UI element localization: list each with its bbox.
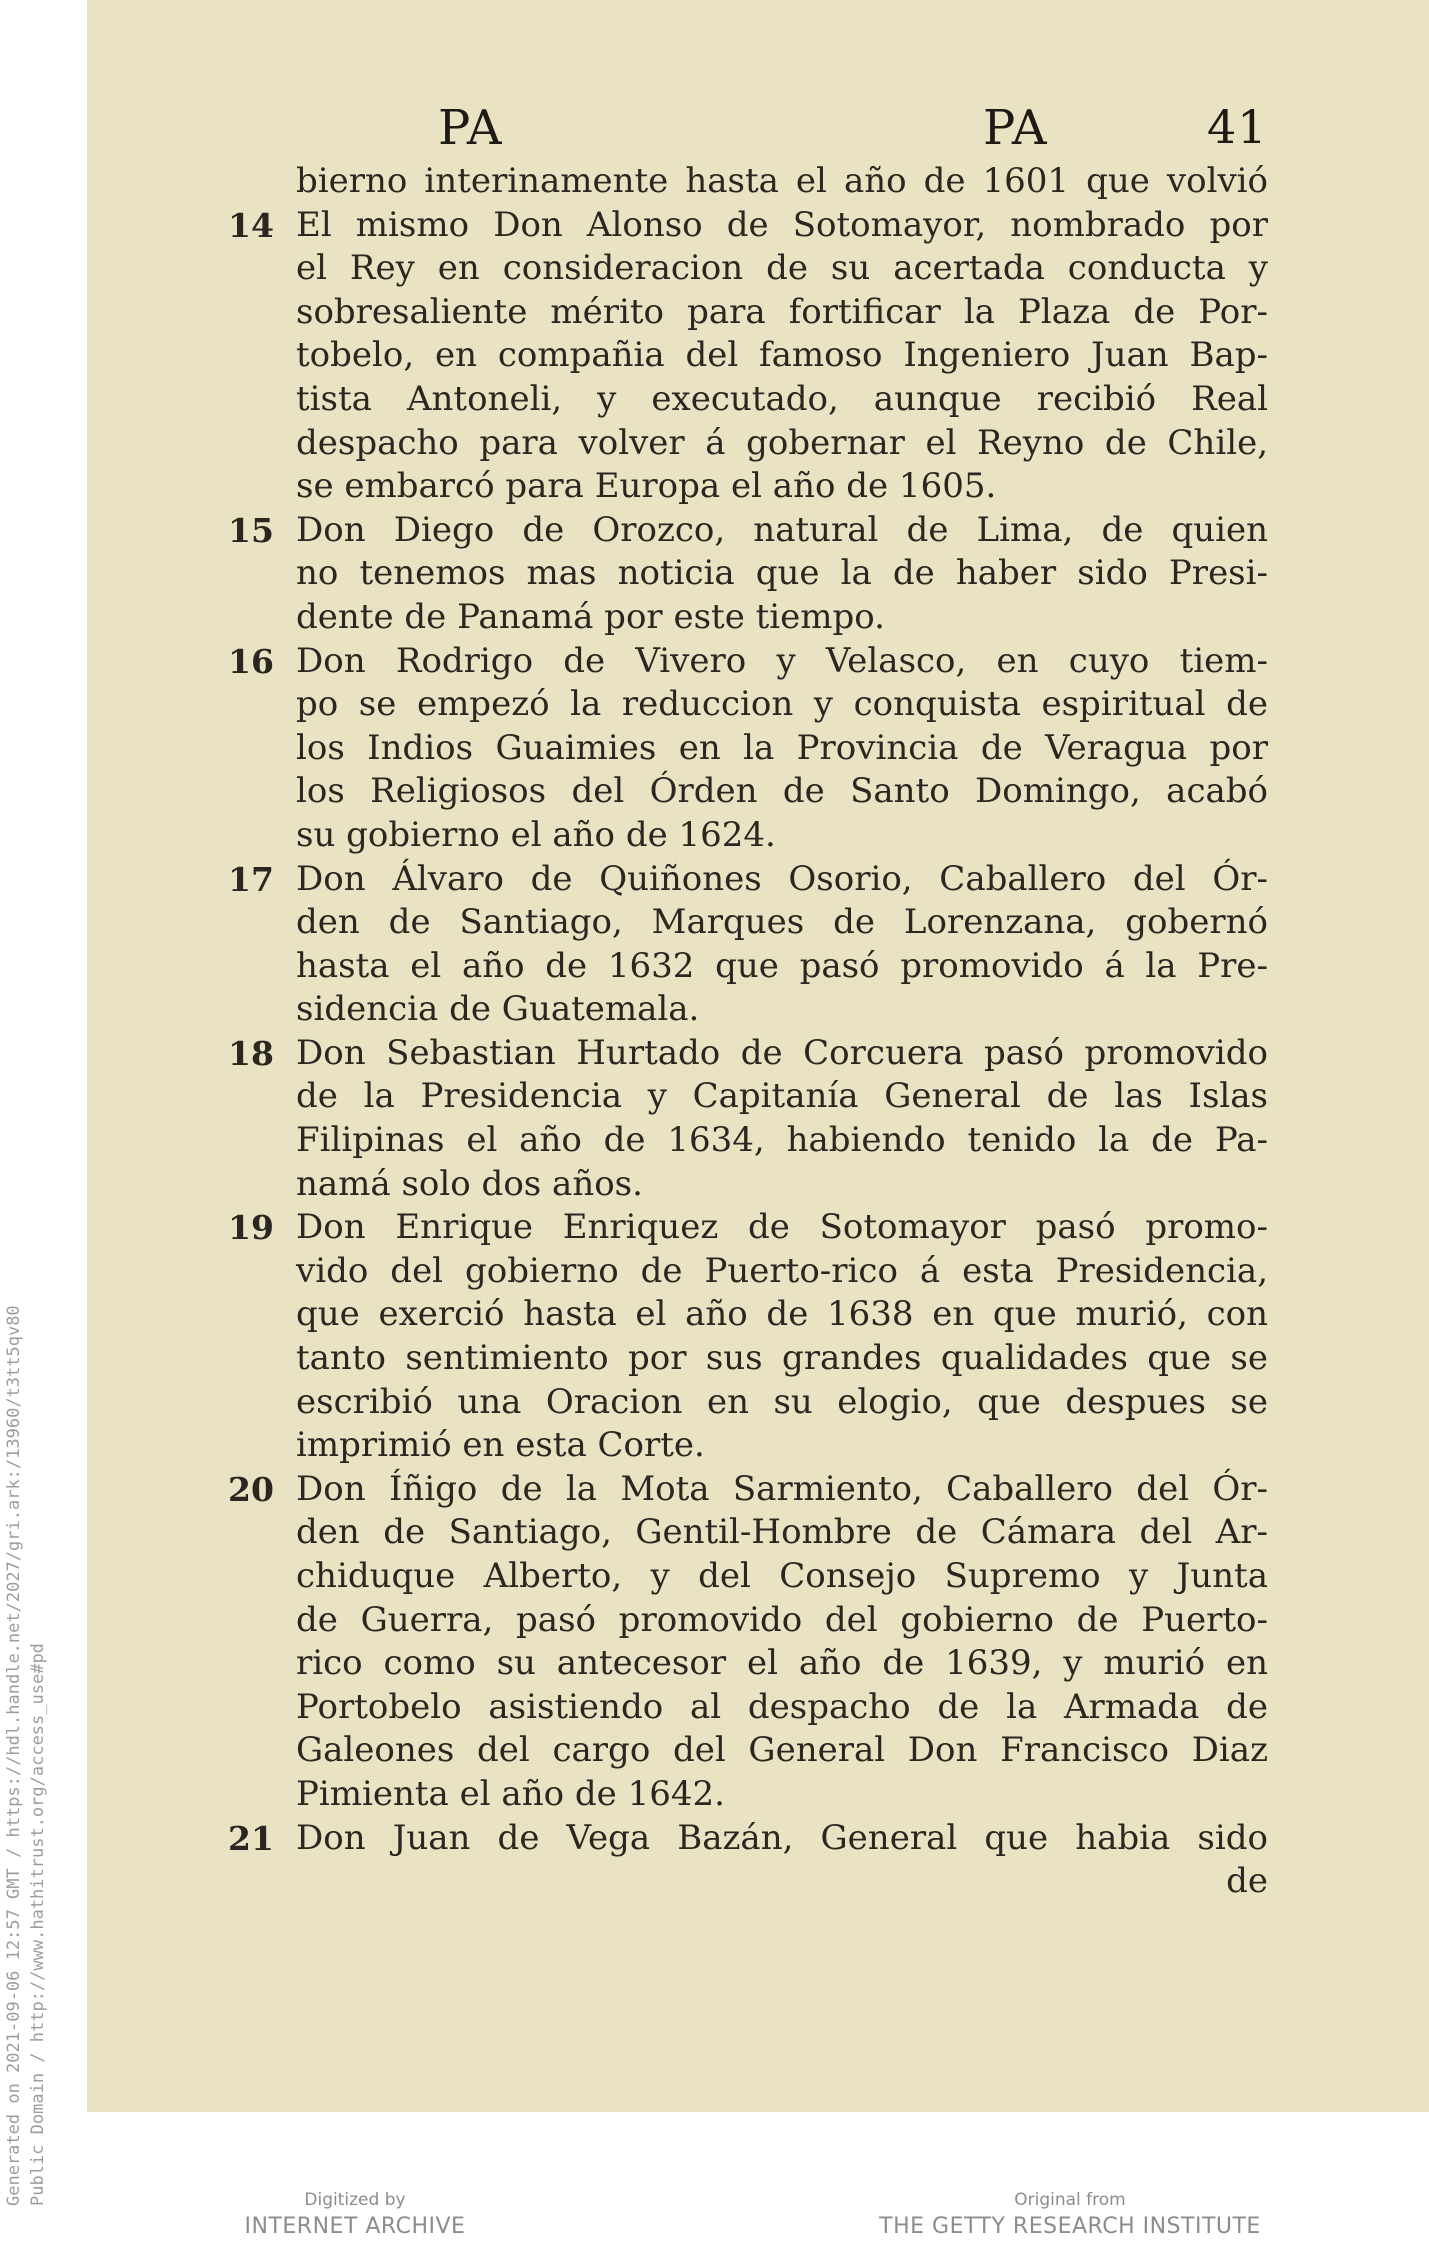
text-line (228, 1337, 1268, 1381)
text-line (228, 160, 1268, 204)
entry-number: 17 (228, 859, 274, 899)
text-line (228, 858, 1268, 902)
line-text: se embarcó para Europa el año de 1605. (296, 466, 997, 507)
text-line (228, 1555, 1268, 1599)
line-text: namá solo dos años. (296, 1163, 643, 1204)
line-text: Filipinas el año de 1634, habiendo tenido la de Pa- (296, 1120, 1268, 1161)
generation-notice-line-1: Generated on 2021-09-06 12:57 GMT / https://hdl.handle.net/2027/gri.ark:/13960/t3tt5qv80 (4, 1305, 24, 2206)
text-line (228, 1599, 1268, 1643)
line-text: que exerció hasta el año de 1638 en que murió, con (296, 1294, 1268, 1335)
text-line (228, 1642, 1268, 1686)
text-line (228, 204, 1268, 248)
line-text: imprimió en esta Corte. (296, 1425, 705, 1466)
line-text: no tenemos mas noticia que la de haber sido Presi- (296, 553, 1268, 594)
text-line (228, 945, 1268, 989)
line-text: Don Juan de Vega Bazán, General que habia sido (296, 1817, 1268, 1858)
line-text: Portobelo asistiendo al despacho de la Armada de (296, 1686, 1268, 1727)
text-line (228, 509, 1268, 553)
entry-number: 14 (228, 205, 274, 245)
line-text: chiduque Alberto, y del Consejo Supremo y Junta (296, 1556, 1268, 1596)
text-line (228, 1729, 1268, 1773)
running-header-right: PA (983, 100, 1048, 156)
line-text: Pimienta el año de 1642. (296, 1773, 725, 1814)
line-text: tanto sentimiento por sus grandes qualidades que se (296, 1338, 1268, 1379)
text-line (228, 901, 1268, 945)
text-line (228, 247, 1268, 291)
line-text: Don Íñigo de la Mota Sarmiento, Caballero del Ór- (296, 1468, 1268, 1509)
text-line (228, 378, 1268, 422)
text-line (228, 1468, 1268, 1512)
text-line (228, 814, 1268, 858)
entry-number: 19 (228, 1208, 274, 1248)
text-line (228, 727, 1268, 771)
line-text: Galeones del cargo del General Don Francisco Diaz (296, 1730, 1268, 1771)
page-body-text (228, 160, 1268, 1904)
line-text: sobresaliente mérito para fortificar la Plaza de Por- (296, 291, 1268, 332)
text-line (228, 1424, 1268, 1468)
line-text: despacho para volver á gobernar el Reyno de Chile, (296, 422, 1268, 463)
footer-digitized-label: Digitized by (304, 2190, 406, 2210)
line-text: su gobierno el año de 1624. (296, 814, 776, 855)
line-text: bierno interinamente hasta el año de 1601 que volvió (296, 161, 1268, 201)
text-line (228, 1773, 1268, 1817)
line-text: los Indios Guaimies en la Provincia de Veragua por (296, 727, 1268, 768)
text-line (228, 683, 1268, 727)
line-text: Don Rodrigo de Vivero y Velasco, en cuyo tiem- (296, 640, 1268, 681)
entry-number: 20 (228, 1469, 274, 1509)
text-line (228, 1293, 1268, 1337)
line-text: po se empezó la reduccion y conquista espiritual de (296, 684, 1268, 725)
footer-original-label: Original from (1014, 2190, 1126, 2210)
text-line (228, 422, 1268, 466)
line-text: Don Álvaro de Quiñones Osorio, Caballero del Ór- (296, 858, 1268, 899)
text-line (228, 465, 1268, 509)
text-line (228, 1381, 1268, 1425)
line-text: de Guerra, pasó promovido del gobierno de Puerto- (296, 1599, 1268, 1640)
footer-internet-archive: INTERNET ARCHIVE (244, 2214, 466, 2239)
footer-getty: THE GETTY RESEARCH INSTITUTE (879, 2214, 1261, 2239)
text-line (228, 1163, 1268, 1207)
text-line (228, 1119, 1268, 1163)
line-text: hasta el año de 1632 que pasó promovido á la Pre- (296, 945, 1268, 986)
entry-number: 18 (228, 1033, 274, 1073)
text-line (228, 1250, 1268, 1294)
line-text: los Religiosos del Órden de Santo Domingo, acabó (296, 771, 1268, 812)
text-line (228, 596, 1268, 640)
generation-notice-line-2: Public Domain / http://www.hathitrust.org/access_use#pd (28, 1643, 48, 2206)
text-line (228, 291, 1268, 335)
line-text: den de Santiago, Gentil-Hombre de Cámara del Ar- (296, 1512, 1268, 1553)
text-line (228, 1817, 1268, 1861)
running-header-left: PA (438, 100, 503, 156)
footer-digitized-by (230, 2190, 480, 2239)
line-text: rico como su antecesor el año de 1639, y murió en (296, 1643, 1268, 1684)
text-line (228, 770, 1268, 814)
line-text: escribió una Oracion en su elogio, que despues se (296, 1381, 1268, 1422)
line-text: den de Santiago, Marques de Lorenzana, gobernó (296, 902, 1268, 943)
entry-number: 21 (228, 1818, 274, 1858)
text-line (228, 1511, 1268, 1555)
text-line (228, 1075, 1268, 1119)
line-text: Don Enrique Enriquez de Sotomayor pasó promo- (296, 1207, 1268, 1248)
text-line (228, 1206, 1268, 1250)
line-text: de la Presidencia y Capitanía General de las Islas (296, 1076, 1268, 1117)
text-line (228, 988, 1268, 1032)
line-text: tobelo, en compañia del famoso Ingeniero Juan Bap- (296, 335, 1268, 376)
entry-number: 16 (228, 641, 274, 681)
text-line (228, 640, 1268, 684)
line-text: El mismo Don Alonso de Sotomayor, nombrado por (296, 204, 1268, 245)
footer-original-from (870, 2190, 1270, 2239)
text-line (228, 1686, 1268, 1730)
line-text: Don Diego de Orozco, natural de Lima, de quien (296, 509, 1268, 550)
line-text: tista Antoneli, y executado, aunque recibió Real (296, 378, 1268, 419)
line-text: dente de Panamá por este tiempo. (296, 596, 885, 637)
entry-number: 15 (228, 510, 274, 550)
text-line (228, 334, 1268, 378)
page-number: 41 (1207, 100, 1268, 154)
text-line (228, 1032, 1268, 1076)
line-text: sidencia de Guatemala. (296, 989, 700, 1030)
text-line (228, 1860, 1268, 1904)
line-text: Don Sebastian Hurtado de Corcuera pasó promovido (296, 1032, 1268, 1073)
line-text: vido del gobierno de Puerto-rico á esta Presidencia, (296, 1250, 1268, 1291)
line-text: el Rey en consideracion de su acertada conducta y (296, 248, 1268, 289)
line-text: de (1226, 1861, 1268, 1902)
text-line (228, 552, 1268, 596)
